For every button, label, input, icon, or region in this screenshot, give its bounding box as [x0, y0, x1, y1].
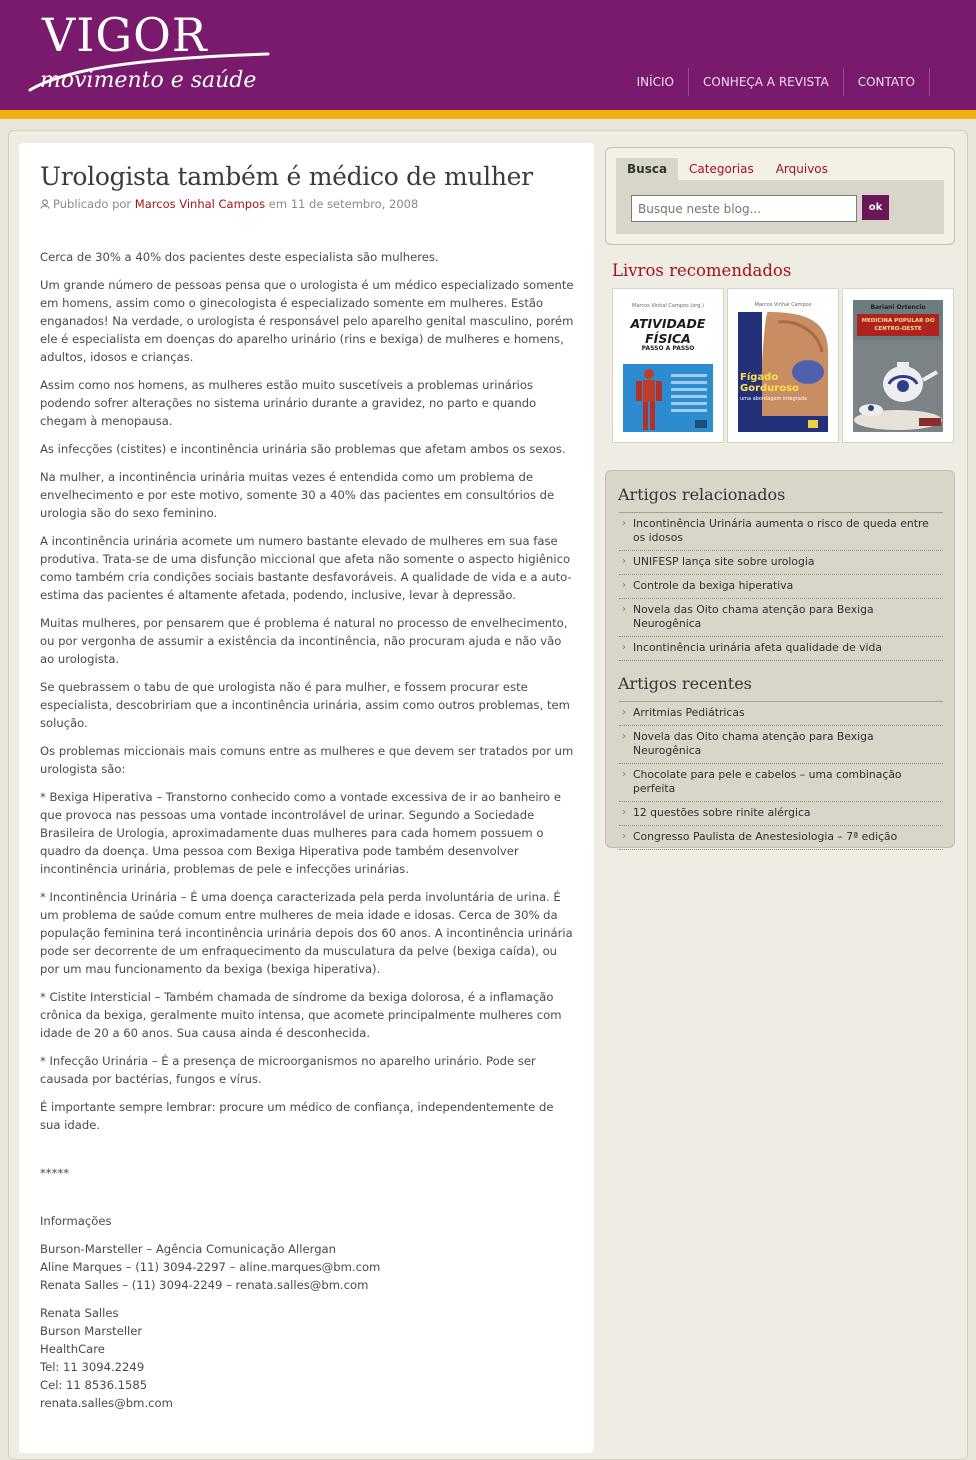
paragraph: Assim como nos homens, as mulheres estão muito suscetíveis a problemas urinários podendo sofrer alterações no sistema urinário durante a gravidez, no parto e quando chegam à menopausa. — [40, 378, 537, 428]
book-atividade-fisica[interactable] — [612, 288, 724, 443]
paragraph: Cerca de 30% a 40% dos pacientes deste especialista são mulheres. — [40, 250, 439, 264]
search-widget — [605, 147, 955, 245]
articles-widget — [605, 470, 955, 848]
logo-subtitle: movimento e saúde — [40, 68, 257, 93]
book-cover — [623, 300, 713, 432]
nav-conheca-a-revista[interactable]: CONHEÇA A REVISTA — [689, 68, 844, 96]
paragraph: * Cistite Intersticial – Também chamada de síndrome da bexiga dolorosa, é a inflamação crônica da bexiga, geralmente muito intensa, que acomete principalmente mulheres com idade de 20 a 60 anos. Sua causa ainda é desconhecida. — [40, 990, 562, 1040]
contact-line: HealthCare — [40, 1342, 105, 1356]
related-item-label: UNIFESP lança site sobre urologia — [633, 555, 815, 568]
main-nav — [621, 68, 930, 96]
tab-categorias[interactable]: Categorias — [689, 162, 754, 176]
paragraph: As infecções (cistites) e incontinência urinária são problemas que afetam ambos os sexos. — [40, 442, 566, 456]
contact-block — [40, 1304, 574, 1412]
site-header — [0, 0, 976, 110]
related-item[interactable] — [619, 513, 943, 551]
paragraph: * Bexiga Hiperativa – Transtorno conhecido como a vontade excessiva de ir ao banheiro e que provoca nas pessoas uma vontade incontrolável de urinar. Segundo a Sociedade Brasileira de Urologia, aproximadamente duas mulheres para cada homem possuem o quadro da doença. Uma pessoa com Bexiga Hiperativa pode também desenvolver incontinência urinária, problemas de pele e infecções urinárias. — [40, 790, 561, 876]
user-icon — [40, 199, 50, 209]
chevron-right-icon: › — [622, 807, 626, 818]
related-item[interactable] — [619, 599, 943, 637]
search-button[interactable]: ok — [862, 195, 889, 220]
paragraph: Os problemas miccionais mais comuns entre as mulheres e que devem ser tratados por um urologista são: — [40, 744, 574, 776]
related-item[interactable] — [619, 637, 943, 661]
author-link[interactable]: Marcos Vinhal Campos — [134, 197, 266, 211]
info-line: Burson-Marsteller – Agência Comunicação Allergan — [40, 1242, 337, 1256]
search-input[interactable] — [631, 195, 857, 222]
contact-line: renata.salles@bm.com — [40, 1396, 173, 1410]
recent-item-label: 12 questões sobre rinite alérgica — [633, 806, 811, 819]
post-body — [40, 248, 574, 1412]
chevron-right-icon: › — [622, 769, 626, 780]
book-cover-art — [623, 364, 713, 432]
paragraph: É importante sempre lembrar: procure um médico de confiança, independentemente de sua idade. — [40, 1100, 554, 1132]
contact-line: Renata Salles — [40, 1306, 119, 1320]
book-author: Bariani Ortencio — [870, 304, 926, 311]
recent-item[interactable] — [619, 802, 943, 826]
chevron-right-icon: › — [622, 731, 626, 742]
related-list — [619, 512, 943, 661]
chevron-right-icon: › — [622, 707, 626, 718]
paragraph: A incontinência urinária acomete um numero bastante elevado de mulheres em sua fase produtiva. Trata-se de uma disfunção miccional que afeta não somente o aspecto higiênico como também cria condições sociais bastante desfavoráveis. A qualidade de vida e a auto-estima das pacientes é altamente afetada, podendo, inclusive, levar à depressão. — [40, 534, 572, 602]
book-author: Marcos Vinhal Campos (org.) — [632, 303, 704, 309]
related-item-label: Incontinência Urinária aumenta o risco de queda entre os idosos — [633, 517, 929, 544]
chevron-right-icon: › — [622, 831, 626, 842]
chevron-right-icon: › — [622, 518, 626, 529]
recent-item-label: Congresso Paulista de Anestesiologia – 7ª edição — [633, 830, 898, 843]
tab-busca[interactable]: Busca — [616, 158, 678, 180]
book-title: ATIVIDADE FÍSICA — [630, 316, 706, 346]
chevron-right-icon: › — [622, 604, 626, 615]
search-tabs — [616, 158, 839, 180]
logo-title: VIGOR — [42, 8, 208, 62]
nav-contato[interactable]: CONTATO — [844, 68, 930, 96]
nav-inicio[interactable]: INÍCIO — [621, 68, 689, 96]
contact-line: Cel: 11 8536.1585 — [40, 1378, 148, 1392]
contact-line: Burson Marsteller — [40, 1324, 143, 1338]
body-figure-icon — [623, 364, 713, 432]
recent-item[interactable] — [619, 702, 943, 726]
post-date: em 11 de setembro, 2008 — [268, 197, 419, 211]
contact-line: Tel: 11 3094.2249 — [40, 1360, 145, 1374]
chevron-right-icon: › — [622, 556, 626, 567]
meta-prefix: Publicado por — [53, 197, 132, 211]
related-title: Artigos relacionados — [618, 485, 786, 504]
paragraph: Se quebrassem o tabu de que urologista não é para mulher, e fossem procurar este especialista, descobririam que a incontinência urinária, assim como outros problemas, tem solução. — [40, 680, 570, 730]
recent-item-label: Novela das Oito chama atenção para Bexiga Neurogênica — [633, 730, 874, 757]
paragraph: Um grande número de pessoas pensa que o urologista é um médico especializado somente em homens, assim como o ginecologista é especializado somente em mulheres. Estão enganados! Na verdade, o urologista é responsável pelo aparelho genital masculino, porém ele é especialista em doenças do aparelho urinário (rins e bexiga) de mulheres e homens, adultos, idosos e crianças. — [40, 278, 574, 364]
recent-list — [619, 701, 943, 850]
paragraph: Muitas mulheres, por pensarem que é problema é natural no processo de envelhecimento, ou por vergonha de assumir a existência da incontinência, não procuram ajuda e não vão ao urologista. — [40, 616, 568, 666]
book-figado-gorduroso[interactable] — [727, 288, 839, 443]
info-heading: Informações — [40, 1214, 112, 1228]
info-line: Renata Salles – (11) 3094-2249 – renata.salles@bm.com — [40, 1278, 369, 1292]
recent-item[interactable] — [619, 764, 943, 802]
book-title: MEDICINA POPULAR DO CENTRO-OESTE — [857, 314, 939, 336]
tab-arquivos[interactable]: Arquivos — [775, 162, 828, 176]
book-cover — [853, 300, 943, 432]
header-stripe — [0, 110, 976, 119]
site-logo[interactable] — [26, 8, 276, 103]
post-title[interactable]: Urologista também é médico de mulher — [40, 162, 533, 191]
related-item[interactable] — [619, 551, 943, 575]
recent-title: Artigos recentes — [618, 674, 752, 693]
book-subtitle: uma abordagem integrada — [740, 396, 808, 402]
search-panel — [616, 180, 944, 234]
post-meta — [40, 196, 574, 212]
book-author: Marcos Vinhal Campos — [754, 302, 812, 308]
book-title: Fígado Gorduroso — [740, 372, 799, 394]
related-item-label: Incontinência urinária afeta qualidade de vida — [633, 641, 883, 654]
info-line: Aline Marques – (11) 3094-2297 – aline.marques@bm.com — [40, 1260, 381, 1274]
post-content — [19, 143, 594, 1453]
related-item[interactable] — [619, 575, 943, 599]
separator: ***** — [40, 1166, 69, 1180]
books-title: Livros recomendados — [612, 261, 792, 280]
recent-item[interactable] — [619, 726, 943, 764]
chevron-right-icon: › — [622, 580, 626, 591]
book-medicina-popular[interactable] — [842, 288, 954, 443]
recent-item-label: Chocolate para pele e cabelos – uma combinação perfeita — [633, 768, 902, 795]
related-item-label: Controle da bexiga hiperativa — [633, 579, 794, 592]
recent-item-label: Arritmias Pediátricas — [633, 706, 745, 719]
related-item-label: Novela das Oito chama atenção para Bexiga Neurogênica — [633, 603, 874, 630]
paragraph: * Infecção Urinária – É a presença de microorganismos no aparelho urinário. Pode ser causada por bactérias, fungos e vírus. — [40, 1054, 536, 1086]
book-cover — [738, 300, 828, 432]
paragraph: * Incontinência Urinária – É uma doença caracterizada pela perda involuntária de urina. É um problema de saúde comum entre mulheres de meia idade e idosas. Cerca de 30% da população feminina terá incontinência urinária depois dos 60 anos. A incontinência urinária pode ser decorrente de um enfraquecimento da musculatura da pelve (bexiga caída), ou por um mau funcionamento da bexiga (bexiga hiperativa). — [40, 890, 573, 976]
info-block — [40, 1240, 574, 1294]
teapot-photo-icon — [853, 340, 943, 432]
recent-item[interactable] — [619, 826, 943, 850]
book-subtitle: PASSO A PASSO — [641, 345, 695, 352]
paragraph: Na mulher, a incontinência urinária muitas vezes é entendida como um problema de envelhecimento e por este motivo, somente 30 a 40% das pacientes em consultórios de urologia são do sexo feminino. — [40, 470, 555, 520]
chevron-right-icon: › — [622, 642, 626, 653]
